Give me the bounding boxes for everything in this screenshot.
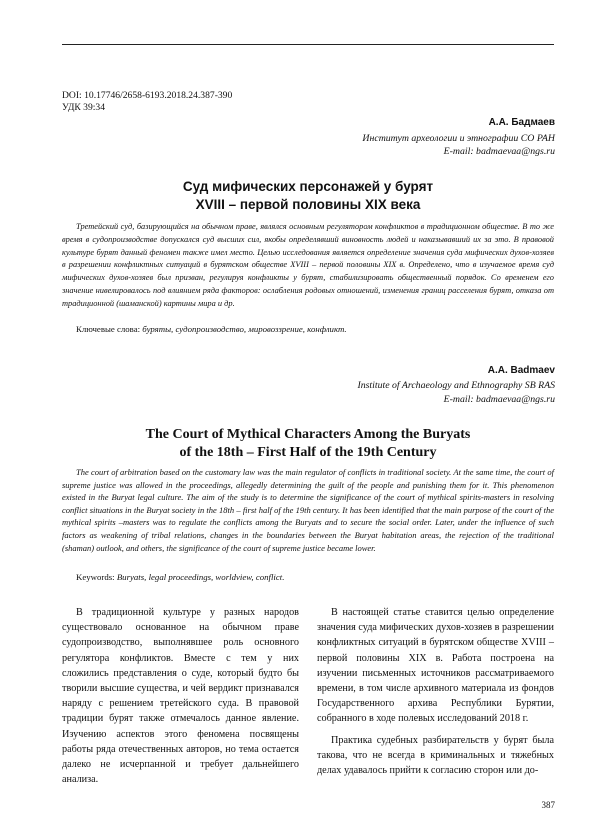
affiliation-en: Institute of Archaeology and Ethnography SB RAS <box>357 380 555 391</box>
email-ru: E-mail: badmaevaa@ngs.ru <box>443 146 555 157</box>
top-rule <box>62 44 554 45</box>
title-ru-line-1: Суд мифических персонажей у бурят <box>182 179 434 194</box>
udk: УДК 39:34 <box>62 102 106 113</box>
keywords-ru <box>76 323 554 335</box>
abstract-ru: Третейский суд, базирующийся на обычном праве, являлся основным регулятором конфликтов в традиционном обществе. В то же время в судопроизводстве допускался суд высших сил, якобы определявший виновность людей и наказывавший их за это. В правовой культуре бурят данный феномен также имел место. Целью исследования является определение значения суда мифических духов-хозяев в разрешении конфликтных ситуаций в бурятском обществе XVIII – первой половины XIX в. Определено, что в изучаемое время суд мифических духов-хозяев был призван, регулируя конфликты у бурят, стабилизировать общественный порядок. Со временем его значение нивелировалось под влиянием ряда факторов: ослабления родовых отношений, изменения границ расселения бурят, отказа от традиционной (шаманской) картины мира и др. <box>62 222 554 308</box>
body-paragraph: Практика судебных разбирательств у бурят была такова, что не всегда в криминальных и тяжебных делах удавалось прийти к согласию сторон или до- <box>317 734 554 777</box>
title-en <box>62 426 554 462</box>
title-ru <box>62 178 554 214</box>
doi: DOI: 10.17746/2658-6193.2018.24.387-390 <box>62 90 233 101</box>
body-column-left <box>62 605 299 793</box>
title-en-line-1: The Court of Mythical Characters Among the Buryats <box>145 427 471 442</box>
body-paragraph: В настоящей статье ставится целью определение значения суда мифических духов-хозяев в разрешении конфликтных ситуаций в бурятском обществе XVIII – первой половины XIX в. Работа построена на изучении письменных источников рассматриваемого времени, в том числе архивного материала из фондов Государственного архива Республики Бурятии, собранного в ходе полевых исследований 2018 г. <box>317 607 554 725</box>
author-ru: А.А. Бадмаев <box>488 117 555 128</box>
keywords-en-list: Buryats, legal proceedings, worldview, conflict. <box>116 572 285 582</box>
keywords-ru-list: буряты, судопроизводство, мировоззрение, конфликт. <box>142 324 347 334</box>
keywords-en-label: Keywords: <box>76 572 115 582</box>
body-column-right <box>317 605 554 784</box>
keywords-ru-label: Ключевые слова: <box>76 324 141 334</box>
affiliation-ru: Институт археологии и этнографии СО РАН <box>362 133 555 144</box>
title-en-line-2: of the 18th – First Half of the 19th Century <box>179 445 437 460</box>
email-en: E-mail: badmaevaa@ngs.ru <box>443 394 555 405</box>
title-ru-line-2: XVIII – первой половины XIX века <box>195 197 421 212</box>
author-en: A.A. Badmaev <box>487 365 555 376</box>
page-number: 387 <box>541 800 555 810</box>
abstract-en: The court of arbitration based on the customary law was the main regulator of conflicts in traditional society. At the same time, the court of supreme justice was allowed in the proceedings, allegedly determining the guilt of the people and punishing them for it. This phenomenon existed in the Buryat legal culture. The aim of the study is to determine the significance of the court of mythical spirits-masters in resolving conflict situations in the Buryat society in the 18th – first half of the 19th century. It has been identified that the main purpose of the court of the mythical spirits –masters was to regulate the conflicts among the Buryats and to secure the social order. Later, under the influence of such factors as weakening of tribal relations, changes in the boundaries between the Buryat habitation areas, the rejection of the traditional (shaman) outlook, and others, the significance of the court of supreme justice became lower. <box>62 467 554 553</box>
body-paragraph: В традиционной культуре у разных народов существовало основанное на обычном праве судопроизводство, выполнявшее роль основного регулятора конфликтов. Вместе с тем у них сложились представления о суде, который будто бы творили высшие существа, и чей вердикт признавался наряду с решением третейского суда. В правовой традиции бурят также отмечалось данное явление. Изучению аспектов этого феномена посвящены работы ряда отечественных авторов, но тема остается далеко не исчерпанной и требует дальнейшего анализа. <box>62 607 299 786</box>
keywords-en <box>76 571 554 583</box>
